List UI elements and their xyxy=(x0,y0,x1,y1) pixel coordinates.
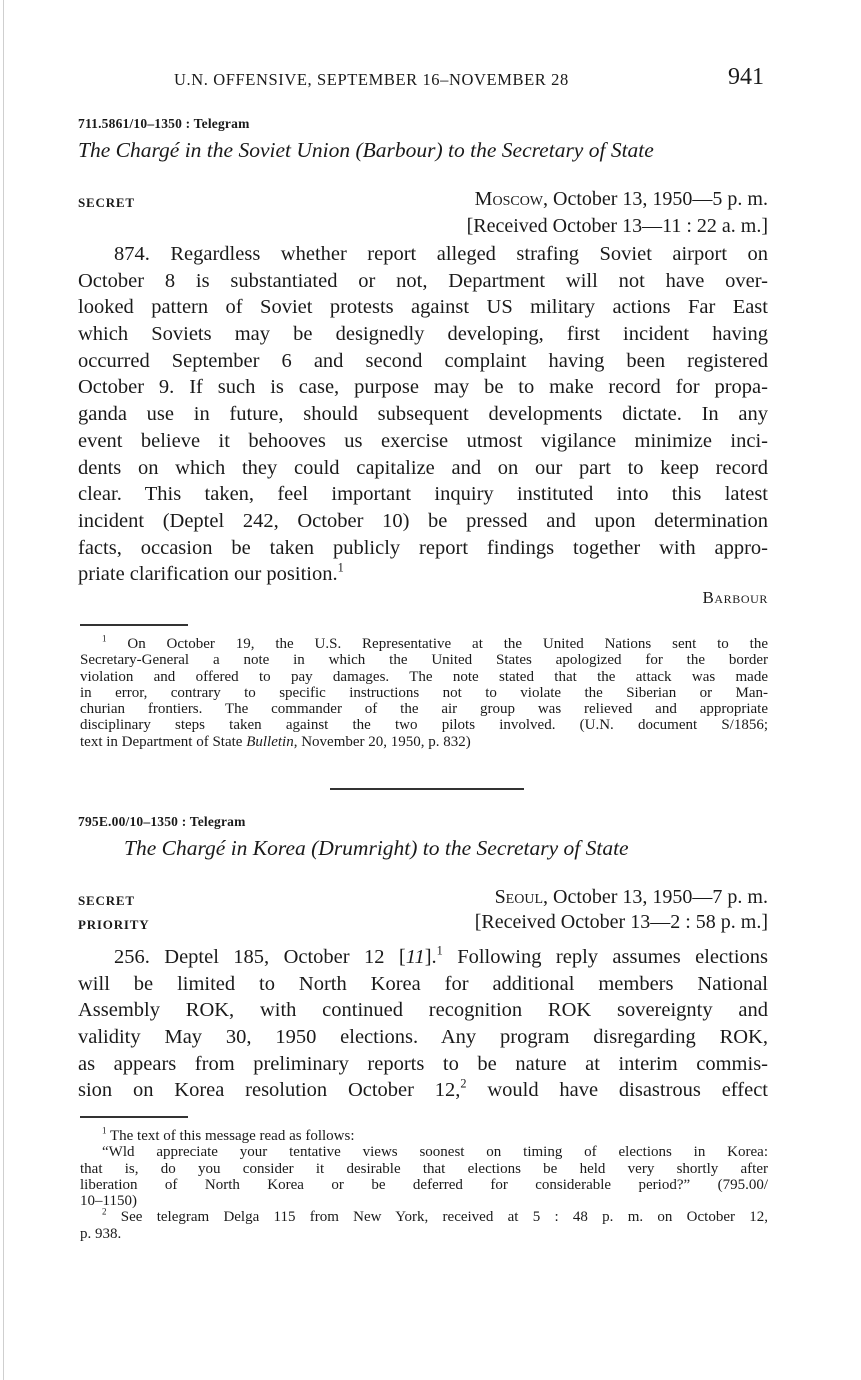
body-line-first xyxy=(78,944,768,971)
body-line: clear. This taken, feel important inquiry instituted into this latest xyxy=(78,483,768,506)
body-text: would have disastrous effect xyxy=(466,1079,768,1102)
doc1-place-date xyxy=(475,188,768,211)
doc2-city: Seoul xyxy=(494,886,544,908)
footnote-rule xyxy=(80,624,188,626)
footnote-line xyxy=(80,1125,768,1144)
page-edge xyxy=(3,0,4,1380)
doc2-received: [Received October 13—2 : 58 p. m.] xyxy=(474,911,768,933)
footnote-text: text in Department of State xyxy=(80,733,247,750)
doc1-file-number: 711.5861/10–1350 : Telegram xyxy=(78,116,250,131)
footnote-number: 1 xyxy=(102,1125,107,1136)
body-italic: 11 xyxy=(405,946,425,968)
footnote-line: 10–1150) xyxy=(80,1193,137,1210)
footnote-line: churian frontiers. The commander of the air group was relieved and appropriate xyxy=(80,701,768,718)
footnote-line: “Wld appreciate your tentative views soonest on timing of elections in Korea: xyxy=(102,1144,768,1161)
body-text: Following reply assumes elections xyxy=(442,946,768,968)
doc1-footnotes xyxy=(80,633,768,750)
body-line: incident (Deptel 242, October 10) be pressed and upon determination xyxy=(78,509,768,532)
doc1-signature: Barbour xyxy=(702,588,768,607)
footnote-line xyxy=(80,633,768,652)
footnote-rule xyxy=(80,1116,188,1118)
body-line: event believe it behooves us exercise utmost vigilance minimize inci- xyxy=(78,429,768,452)
doc2-body xyxy=(78,944,768,1104)
footnote-line: liberation of North Korea or be deferred for considerable period?” (795.00/ xyxy=(80,1176,768,1193)
footnote-number: 2 xyxy=(102,1207,107,1218)
body-text: priate clarification our position. xyxy=(78,563,338,586)
doc2-place-date xyxy=(495,886,768,909)
running-title: U.N. OFFENSIVE, SEPTEMBER 16–NOVEMBER 28 xyxy=(174,70,569,89)
doc1-city: Moscow xyxy=(474,188,544,210)
body-line-end xyxy=(78,1077,768,1104)
doc1-body xyxy=(78,241,768,588)
body-line: October 9. If such is case, purpose may be to make record for propa- xyxy=(78,376,768,399)
footnote-text: On October 19, the U.S. Representative at the United Nations sent to the xyxy=(106,636,768,652)
footnote-line: in error, contrary to specific instructions not to violate the Siberian or Man- xyxy=(80,684,768,701)
body-line: October 8 is substantiated or not, Department will not have over- xyxy=(78,269,768,292)
doc1-date: , October 13, 1950—5 p. m. xyxy=(543,188,768,210)
body-line: which Soviets may be designedly developing, first incident having xyxy=(78,323,768,346)
page-number: 941 xyxy=(728,64,764,90)
doc1-classification: SECRET xyxy=(78,195,135,210)
footnote-line: p. 938. xyxy=(80,1225,122,1242)
footnote-line xyxy=(80,1209,768,1225)
body-line: occurred September 6 and second complaint having been registered xyxy=(78,349,768,372)
footnote-line: disciplinary steps taken against the two pilots involved. (U.N. document S/1856; xyxy=(80,717,768,734)
footnote-line: that is, do you consider it desirable that elections be held very shortly after xyxy=(80,1160,768,1177)
footnote-text: The text of this message read as follows: xyxy=(106,1128,355,1144)
doc2-priority: PRIORITY xyxy=(78,917,150,932)
footnote-line: violation and offered to pay damages. The note stated that the attack was made xyxy=(80,668,768,685)
section-divider xyxy=(330,788,524,790)
body-line: as appears from preliminary reports to be nature at interim commis- xyxy=(78,1052,768,1075)
body-line: facts, occasion be taken publicly report findings together with appro- xyxy=(78,536,768,559)
doc2-file-number: 795E.00/10–1350 : Telegram xyxy=(78,814,246,829)
running-header xyxy=(78,64,768,94)
doc1-title: The Chargé in the Soviet Union (Barbour) to the Secretary of State xyxy=(78,138,654,162)
doc2-date: , October 13, 1950—7 p. m. xyxy=(543,886,768,908)
footnote-line-last xyxy=(80,734,768,750)
body-line: Assembly ROK, with continued recognition ROK sovereignty and xyxy=(78,999,768,1022)
footnote-marker: 1 xyxy=(337,560,344,575)
body-line: 874. Regardless whether report alleged strafing Soviet airport on xyxy=(114,243,768,265)
body-line: ganda use in future, should subsequent developments dictate. In any xyxy=(78,403,768,426)
footnote-number: 1 xyxy=(102,633,107,644)
doc1-received: [Received October 13—11 : 22 a. m.] xyxy=(466,215,768,237)
body-line: validity May 30, 1950 elections. Any program disregarding ROK, xyxy=(78,1026,768,1049)
footnote-line: Secretary-General a note in which the United States apologized for the border xyxy=(80,652,768,669)
footnote-text: , November 20, 1950, p. 832) xyxy=(293,733,471,750)
doc2-footnotes xyxy=(80,1125,768,1242)
doc2-classification: SECRET xyxy=(78,893,135,908)
body-text: 256. Deptel 185, October 12 [ xyxy=(114,946,406,968)
body-line: will be limited to North Korea for additional members National xyxy=(78,972,768,995)
body-line: looked pattern of Soviet protests against US military actions Far East xyxy=(78,296,768,319)
footnote-text: See telegram Delga 115 from New York, received at 5 : 48 p. m. on October 12, xyxy=(106,1209,768,1226)
body-line-last xyxy=(78,561,768,588)
footnote-marker: 2 xyxy=(460,1076,467,1091)
body-text: sion on Korea resolution October 12, xyxy=(78,1079,461,1102)
body-text: ]. xyxy=(424,946,437,968)
doc2-title: The Chargé in Korea (Drumright) to the Secretary of State xyxy=(124,836,629,860)
footnote-marker: 1 xyxy=(436,943,443,958)
footnote-italic: Bulletin xyxy=(246,733,294,750)
body-line: dents on which they could capitalize and on our part to keep record xyxy=(78,456,768,479)
